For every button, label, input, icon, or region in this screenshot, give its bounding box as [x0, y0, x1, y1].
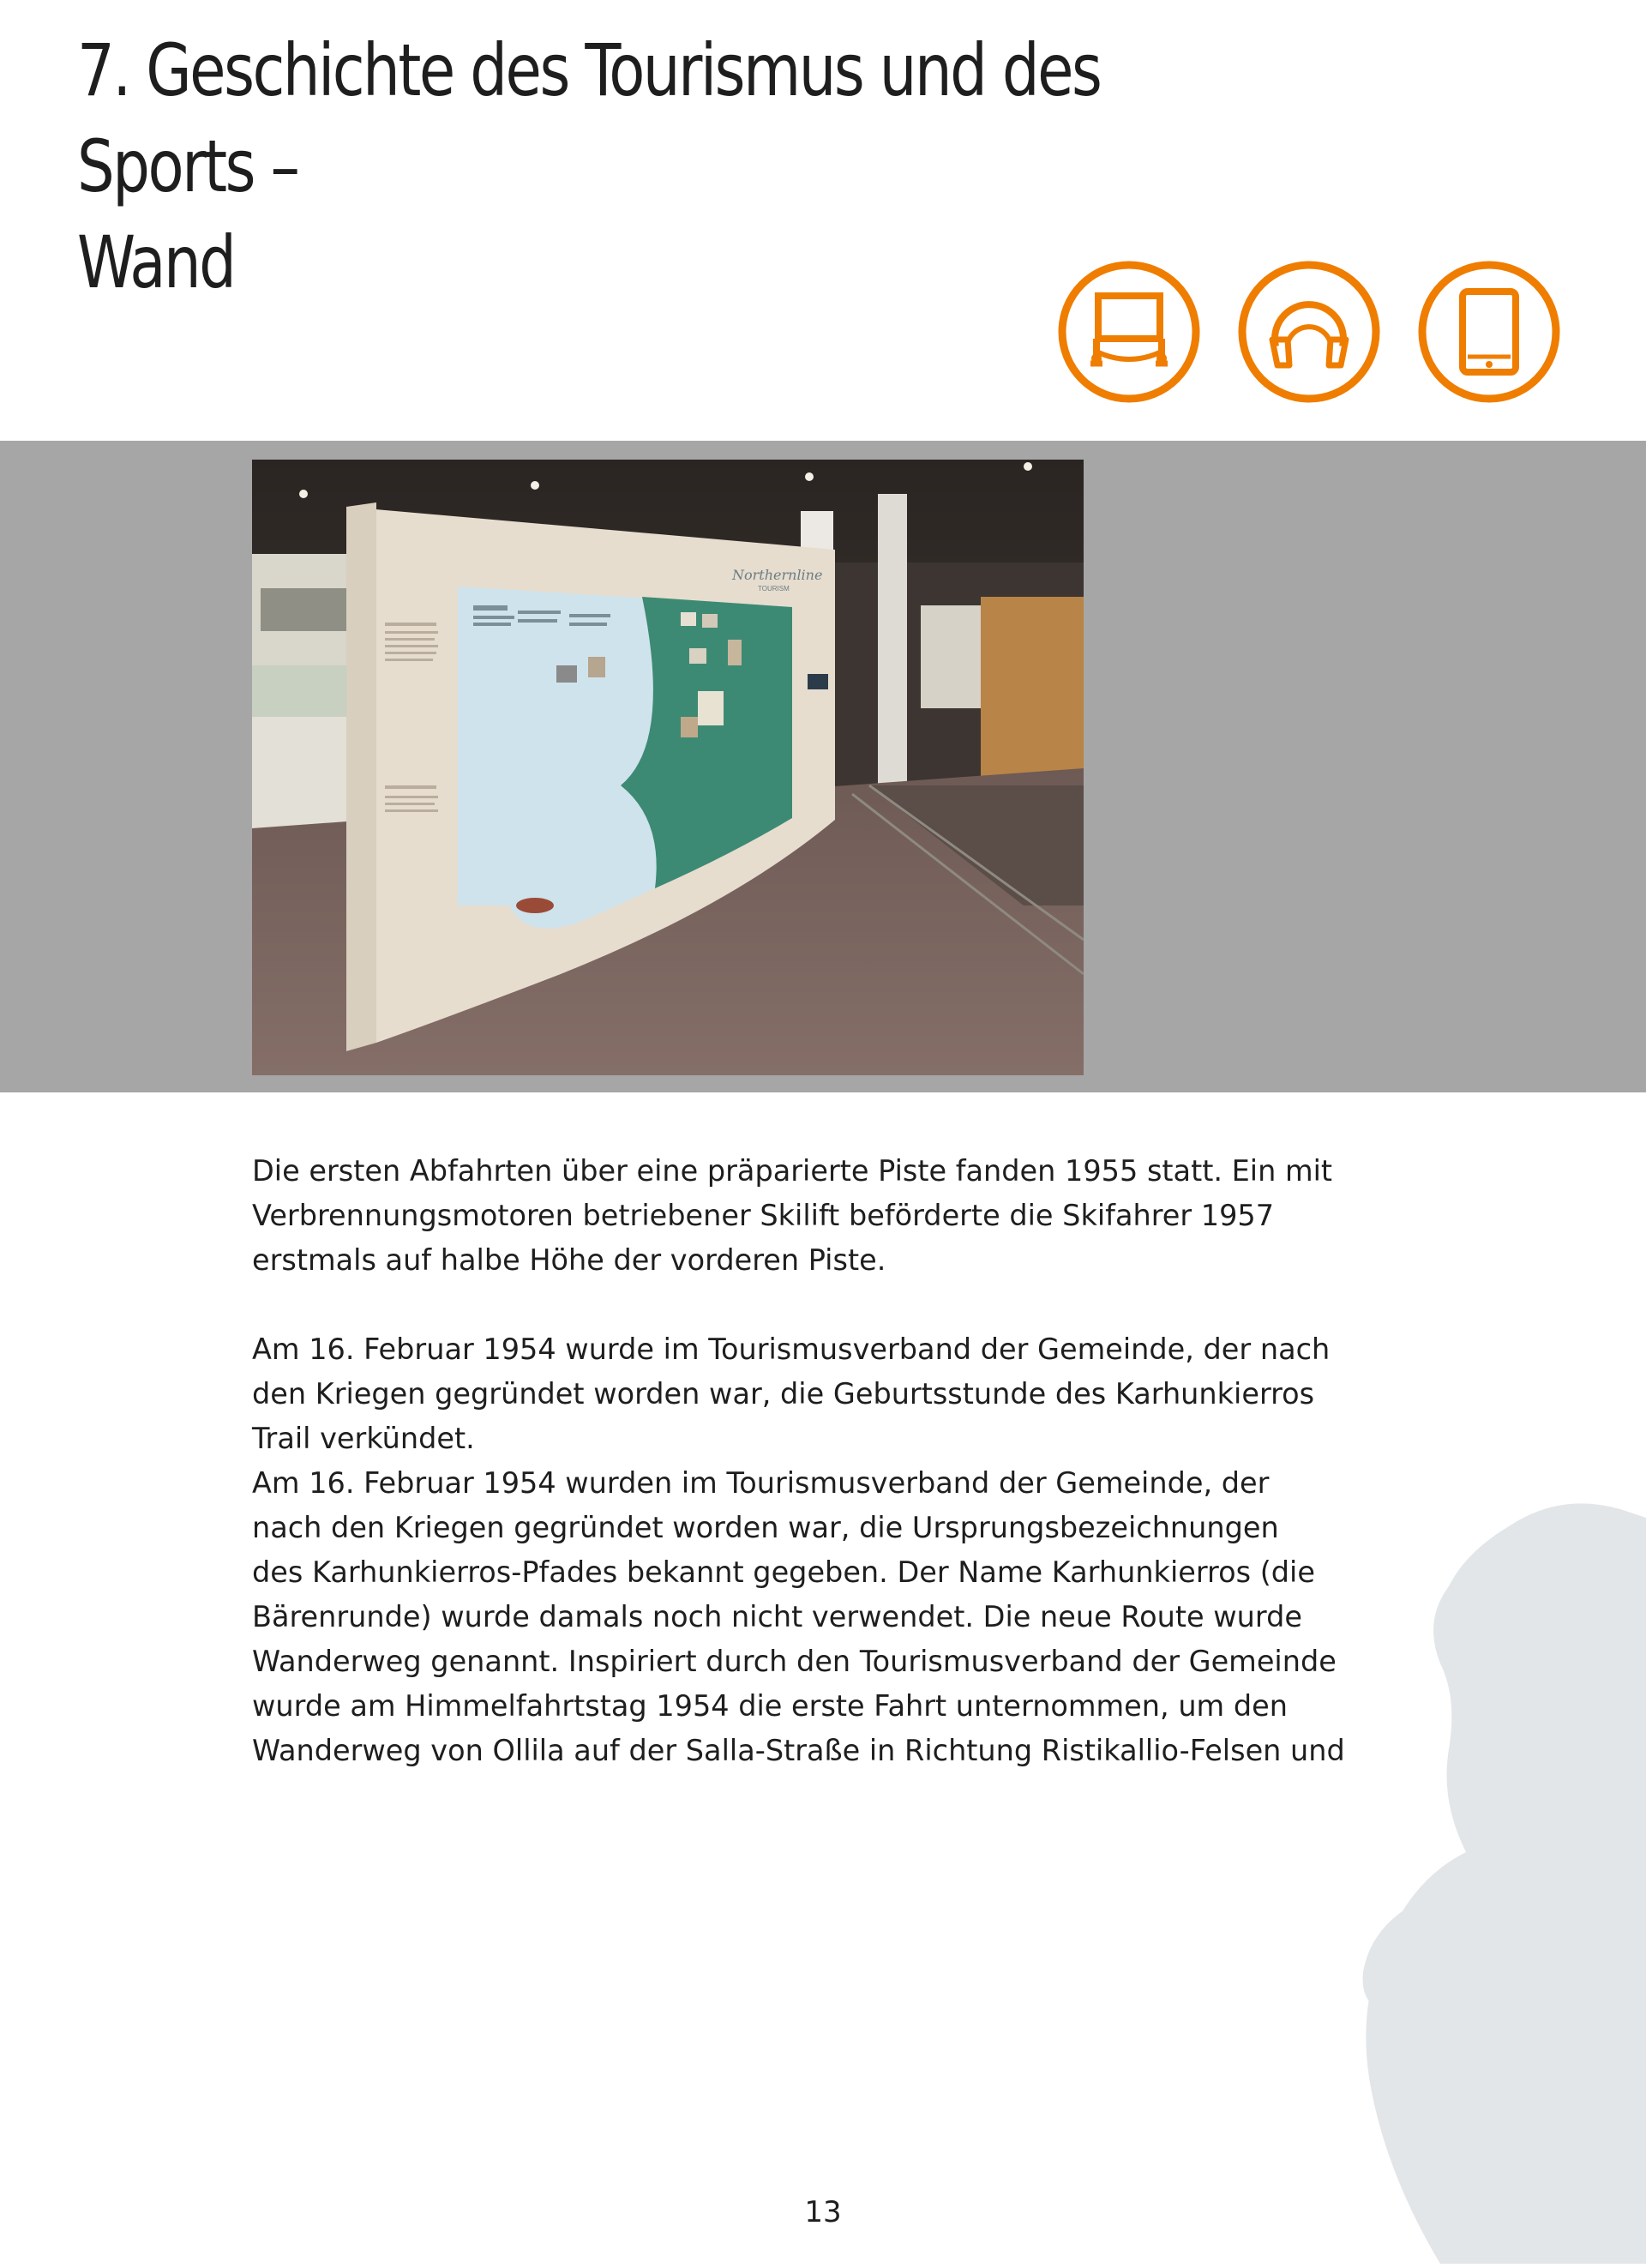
display-screen-icon: [1058, 261, 1200, 403]
body-text: [252, 1149, 1409, 1773]
tablet-icon: [1418, 261, 1560, 403]
text-line: Wanderweg genannt. Inspiriert durch den Tourismusverband der Gemeinde: [252, 1645, 1337, 1678]
text-line: Wanderweg von Ollila auf der Salla-Straße in Richtung Ristikallio-Felsen und: [252, 1734, 1345, 1767]
page-title-line1: 7. Geschichte des Tourismus und des Sports –: [77, 28, 1101, 208]
paragraph-2: [252, 1327, 1409, 1461]
panel-subtitle: TOURISM: [758, 585, 790, 593]
text-line: Verbrennungsmotoren betriebener Skilift beförderte die Skifahrer 1957: [252, 1199, 1275, 1232]
panel-title: Northernline: [732, 567, 823, 583]
text-line: Bärenrunde) wurde damals noch nicht verwendet. Die neue Route wurde: [252, 1600, 1302, 1633]
text-line: Am 16. Februar 1954 wurden im Tourismusverband der Gemeinde, der: [252, 1466, 1270, 1500]
page-title-line2: Wand: [77, 220, 235, 304]
media-icon-row: [1058, 261, 1569, 408]
page-number: 13: [804, 2195, 842, 2229]
text-line: des Karhunkierros-Pfades bekannt gegeben. Der Name Karhunkierros (die: [252, 1555, 1315, 1589]
bear-watermark: [1337, 1492, 1646, 2264]
text-line: Am 16. Februar 1954 wurde im Tourismusverband der Gemeinde, der nach: [252, 1333, 1331, 1366]
paragraph-1: [252, 1149, 1409, 1283]
text-line: wurde am Himmelfahrtstag 1954 die erste Fahrt unternommen, um den: [252, 1689, 1288, 1723]
paragraph-3: [252, 1461, 1409, 1773]
text-line: Die ersten Abfahrten über eine präparierte Piste fanden 1955 statt. Ein mit: [252, 1154, 1333, 1188]
text-line: Trail verkündet.: [252, 1422, 475, 1455]
headphones-icon: [1238, 261, 1380, 403]
exhibition-photo: [252, 460, 1084, 1075]
text-line: erstmals auf halbe Höhe der vorderen Piste.: [252, 1243, 886, 1277]
text-line: nach den Kriegen gegründet worden war, die Ursprungsbezeichnungen: [252, 1511, 1279, 1544]
text-line: den Kriegen gegründet worden war, die Geburtsstunde des Karhunkierros: [252, 1377, 1315, 1411]
